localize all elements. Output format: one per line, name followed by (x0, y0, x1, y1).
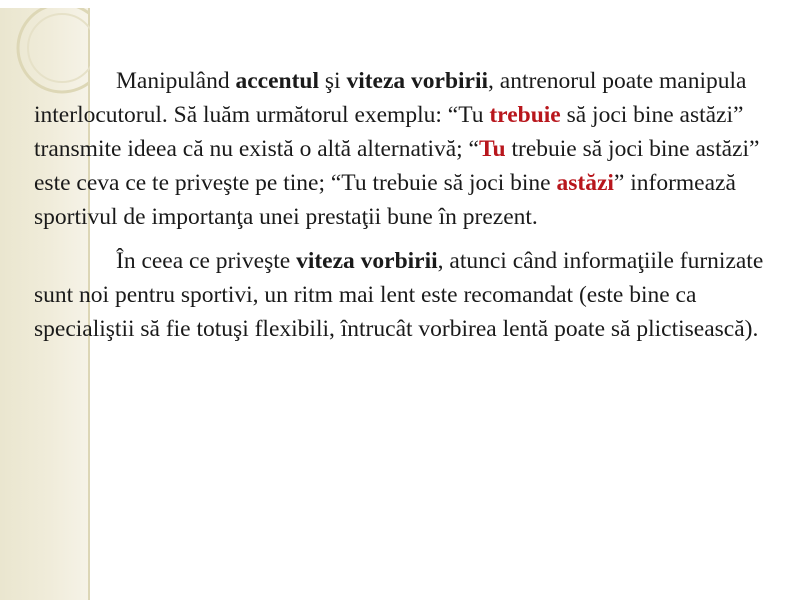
emphasis-tu: Tu (479, 136, 506, 162)
emphasis-trebuie: trebuie (489, 102, 561, 128)
text-run: să joci bine astăzi” transmite ideea că nu există o altă alternativă; “ (34, 102, 744, 162)
text-run: ” informează sportivul de importanţa unei prestaţii bune în prezent. (34, 170, 736, 230)
text-run: trebuie să joci bine astăzi” este ceva ce te priveşte pe tine; “Tu trebuie să joci bine (34, 136, 760, 196)
text-run: , atunci când informaţiile furnizate sunt noi pentru sportivi, un ritm mai lent este recomandat (este bine ca specialiştii să fie totuşi flexibili, întrucât vorbirea lentă poate să plictisească). (34, 248, 764, 342)
slide-content (34, 64, 782, 346)
text-run: În ceea ce priveşte (116, 248, 297, 274)
top-white-rule (0, 0, 800, 8)
text-run: Manipulând (116, 68, 236, 94)
text-run: şi (319, 68, 347, 94)
term-viteza-vorbirii: viteza vorbirii (346, 68, 489, 94)
paragraph-accent (34, 64, 782, 234)
emphasis-astazi: astăzi (556, 170, 614, 196)
term-viteza-vorbirii: viteza vorbirii (296, 248, 438, 274)
paragraph-speed (34, 244, 782, 346)
text-run: , antrenorul poate manipula interlocutorul. Să luăm următorul exemplu: “Tu (34, 68, 747, 128)
term-accentul: accentul (235, 68, 319, 94)
